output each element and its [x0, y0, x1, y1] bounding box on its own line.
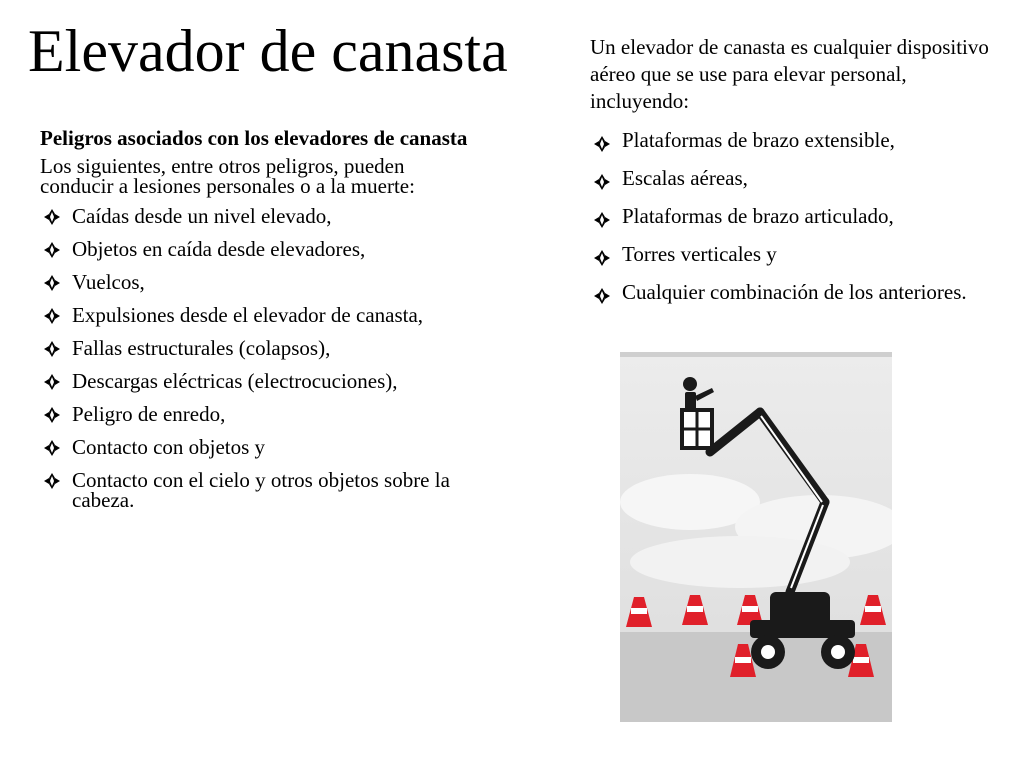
hazards-list	[40, 206, 470, 510]
list-item: Cualquier combinación de los anteriores.	[590, 279, 1000, 306]
boom-lift-icon	[620, 352, 892, 722]
lift-types-list	[590, 127, 1000, 306]
list-item: Fallas estructurales (colapsos),	[40, 338, 470, 358]
hazards-section	[40, 128, 470, 523]
hazards-heading: Peligros asociados con los elevadores de canasta	[40, 126, 468, 150]
list-item: Vuelcos,	[40, 272, 470, 292]
diamond-bullet-icon	[44, 373, 60, 389]
list-item: Plataformas de brazo articulado,	[590, 203, 1000, 230]
diamond-bullet-icon	[594, 246, 610, 262]
hazards-intro: Los siguientes, entre otros peligros, pueden conducir a lesiones personales o a la muerte:	[40, 154, 415, 198]
definition-section	[590, 34, 1000, 317]
diamond-bullet-icon	[44, 406, 60, 422]
list-item: Contacto con objetos y	[40, 437, 470, 457]
diamond-bullet-icon	[44, 307, 60, 323]
list-item: Plataformas de brazo extensible,	[590, 127, 1000, 154]
diamond-bullet-icon	[594, 208, 610, 224]
diamond-bullet-icon	[594, 170, 610, 186]
list-item: Caídas desde un nivel elevado,	[40, 206, 470, 226]
diamond-bullet-icon	[594, 132, 610, 148]
list-item: Torres verticales y	[590, 241, 1000, 268]
cloud	[630, 536, 850, 588]
list-item: Peligro de enredo,	[40, 404, 470, 424]
diamond-bullet-icon	[44, 208, 60, 224]
diamond-bullet-icon	[44, 439, 60, 455]
slide-title: Elevador de canasta	[28, 18, 508, 84]
diamond-bullet-icon	[44, 472, 60, 488]
boom-lift-illustration	[620, 352, 892, 722]
top-border	[620, 352, 892, 357]
list-item: Objetos en caída desde elevadores,	[40, 239, 470, 259]
diamond-bullet-icon	[44, 274, 60, 290]
diamond-bullet-icon	[44, 241, 60, 257]
list-item: Escalas aéreas,	[590, 165, 1000, 192]
list-item: Contacto con el cielo y otros objetos sobre la cabeza.	[40, 470, 470, 510]
definition-intro: Un elevador de canasta es cualquier dispositivo aéreo que se use para elevar personal, incluyendo:	[590, 35, 989, 113]
diamond-bullet-icon	[44, 340, 60, 356]
diamond-bullet-icon	[594, 284, 610, 300]
list-item: Expulsiones desde el elevador de canasta,	[40, 305, 470, 325]
list-item: Descargas eléctricas (electrocuciones),	[40, 371, 470, 391]
